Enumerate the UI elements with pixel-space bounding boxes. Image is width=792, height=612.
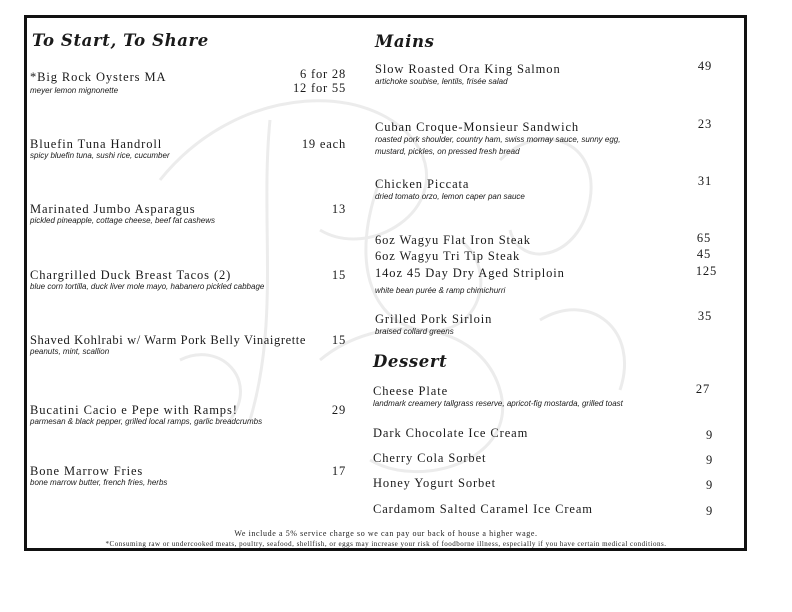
item-name: Chargrilled Duck Breast Tacos (2): [30, 268, 232, 282]
item-price: 9: [705, 504, 713, 518]
item-description: peanuts, mint, scallion: [30, 347, 110, 356]
steaks-description: white bean purée & ramp chimichurri: [375, 286, 506, 295]
menu-item-honey-yogurt-sorbet: [373, 476, 713, 492]
item-description-line2: mustard, pickles, on pressed fresh bread: [375, 147, 520, 156]
price-option: 6 for 28: [300, 67, 346, 81]
health-disclaimer: *Consuming raw or undercooked meats, poultry, seafood, shellfish, or eggs may increase your risk of foodborne illness, especially if you have certain medical conditions.: [105, 540, 667, 548]
menu-item-cheese-plate: [373, 384, 710, 414]
item-name: Honey Yogurt Sorbet: [373, 476, 497, 490]
item-description: dried tomato orzo, lemon caper pan sauce: [375, 192, 525, 201]
menu-item-kohlrabi: [30, 333, 346, 363]
item-description: spicy bluefin tuna, sushi rice, cucumber: [30, 151, 170, 160]
item-price: 19 each: [301, 137, 346, 151]
item-price: 45: [696, 247, 711, 261]
item-name: Bucatini Cacio e Pepe with Ramps!: [30, 403, 238, 417]
item-description: parmesan & black pepper, grilled local ramps, garlic breadcrumbs: [30, 417, 263, 426]
item-price: 125: [695, 264, 717, 278]
item-price: 23: [697, 117, 712, 131]
item-name: *Big Rock Oysters MA: [30, 70, 167, 84]
item-description: braised collard greens: [375, 327, 454, 336]
menu-item-bucatini: [30, 403, 346, 433]
item-description: meyer lemon mignonette: [30, 86, 119, 95]
menu-item-wagyu-flat-iron: [375, 233, 717, 249]
item-price: 9: [705, 453, 713, 467]
item-price: 31: [697, 174, 712, 188]
section-title-dessert: Dessert: [373, 352, 448, 371]
menu-item-tuna-handroll: [30, 137, 346, 167]
menu-item-salmon: [375, 59, 712, 92]
section-title-to-start: To Start, To Share: [32, 31, 209, 50]
item-price: [293, 67, 346, 95]
item-price: 15: [331, 333, 346, 347]
menu-item-striploin: [375, 266, 717, 282]
item-price: 9: [705, 428, 713, 442]
item-name: Bluefin Tuna Handroll: [30, 137, 163, 151]
item-price: 13: [331, 202, 346, 216]
item-name: Shaved Kohlrabi w/ Warm Pork Belly Vinaigrette: [30, 333, 307, 347]
item-name: Chicken Piccata: [375, 177, 470, 191]
item-price: 17: [331, 464, 346, 478]
menu-item-wagyu-tri-tip: [375, 249, 717, 265]
menu-item-oysters: [30, 67, 346, 104]
menu-item-chicken-piccata: [375, 174, 712, 207]
item-name: Cardamom Salted Caramel Ice Cream: [373, 502, 593, 516]
menu-item-duck-tacos: [30, 268, 346, 298]
menu-item-asparagus: [30, 202, 346, 232]
item-description: roasted pork shoulder, country ham, swiss mornay sauce, sunny egg,: [375, 135, 621, 144]
item-description: blue corn tortilla, duck liver mole mayo, habanero pickled cabbage: [30, 282, 265, 291]
item-name: Slow Roasted Ora King Salmon: [375, 62, 561, 76]
menu-item-pork-sirloin: [375, 309, 712, 342]
item-name: Dark Chocolate Ice Cream: [373, 426, 529, 440]
item-name: 6oz Wagyu Flat Iron Steak: [375, 233, 531, 247]
item-price: 65: [696, 231, 711, 245]
item-description: landmark creamery tallgrass reserve, apricot-fig mostarda, grilled toast: [373, 399, 623, 408]
item-price: 27: [695, 382, 710, 396]
menu-item-bone-marrow-fries: [30, 464, 346, 494]
menu-item-croque-monsieur: [375, 117, 712, 164]
item-price: 15: [331, 268, 346, 282]
price-option: 12 for 55: [292, 81, 346, 95]
item-price: 35: [697, 309, 712, 323]
item-name: Cuban Croque-Monsieur Sandwich: [375, 120, 580, 134]
menu-item-dark-chocolate-ice-cream: [373, 426, 713, 442]
item-description: pickled pineapple, cottage cheese, beef fat cashews: [30, 216, 216, 225]
item-name: Cheese Plate: [373, 384, 449, 398]
service-charge-note: We include a 5% service charge so we can pay our back of house a higher wage.: [234, 529, 538, 538]
item-price: 49: [697, 59, 712, 73]
item-description: artichoke soubise, lentils, frisée salad: [375, 77, 508, 86]
item-name: Bone Marrow Fries: [30, 464, 144, 478]
menu-item-cardamom-ice-cream: [373, 502, 713, 518]
item-name: Cherry Cola Sorbet: [373, 451, 487, 465]
item-description: bone marrow butter, french fries, herbs: [30, 478, 168, 487]
item-price: 9: [705, 478, 713, 492]
item-name: Marinated Jumbo Asparagus: [30, 202, 196, 216]
item-name: Grilled Pork Sirloin: [375, 312, 493, 326]
section-title-mains: Mains: [375, 32, 435, 51]
item-name: 6oz Wagyu Tri Tip Steak: [375, 249, 521, 263]
item-name: 14oz 45 Day Dry Aged Striploin: [375, 266, 565, 280]
menu-item-cherry-cola-sorbet: [373, 451, 713, 467]
item-price: 29: [331, 403, 346, 417]
